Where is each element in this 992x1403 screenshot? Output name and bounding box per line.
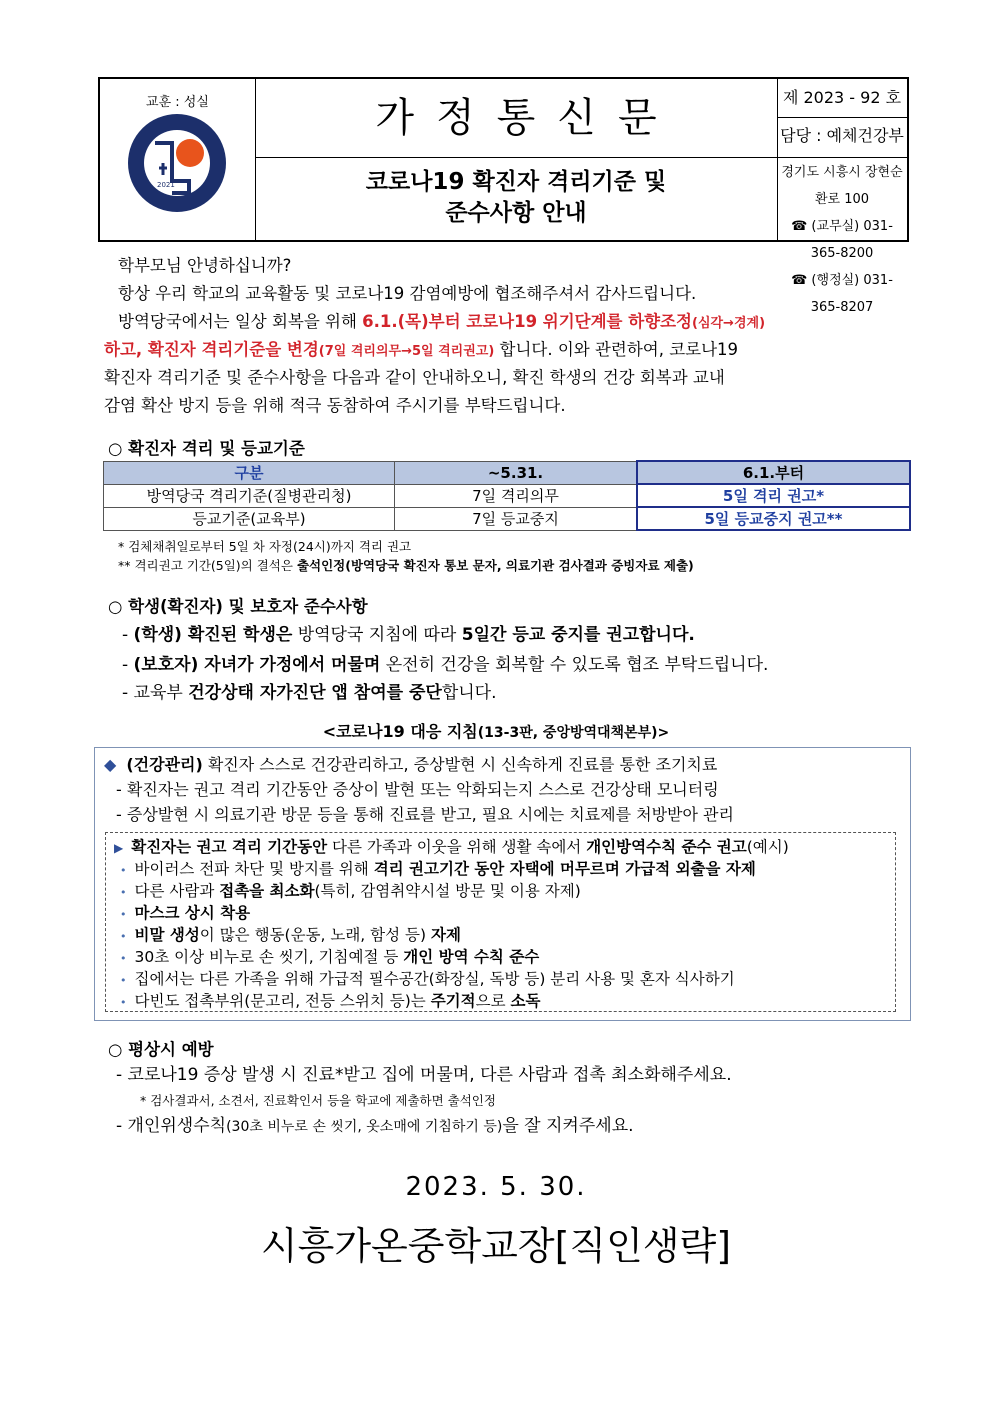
department: 담당 : 예체건강부 (780, 126, 904, 145)
list-item: • 마스크 상시 착용 (120, 904, 251, 922)
list-item: • 30초 이상 비누로 손 씻기, 기침예절 등 개인 방역 수칙 준수 (120, 948, 540, 966)
header-cell: ~5.31. (395, 461, 638, 484)
department-cell (777, 117, 907, 158)
quarantine-table (103, 460, 911, 531)
bullet-icon: • (120, 952, 127, 965)
bullet-icon: • (120, 908, 127, 921)
svg-text:2021: 2021 (157, 181, 175, 189)
table-row (104, 484, 911, 507)
list-item: • 다빈도 접촉부위(문고리, 전등 스위치 등)는 주기적으로 소독 (120, 992, 541, 1010)
subtitle-cell (255, 157, 778, 240)
header-cell: 구분 (104, 461, 395, 484)
school-logo (127, 113, 227, 213)
document-title: 가정통신문 (375, 95, 679, 141)
table-header-row (104, 461, 911, 484)
list-item: • 집에서는 다른 가족을 위해 가급적 필수공간(화장실, 독방 등) 분리 사용 및 혼자 식사하기 (120, 970, 735, 988)
prevention-line-1: - 코로나19 증상 발생 시 진료*받고 집에 머물며, 다른 사람과 접촉 최소화해주세요. (116, 1065, 732, 1085)
principal-signature: 시흥가온중학교장[직인생략] (260, 1224, 732, 1268)
document-subtitle: 코로나19 확진자 격리기준 및 준수사항 안내 (365, 169, 667, 226)
bullet-icon: • (120, 930, 127, 943)
phone-admin: ☎ (행정실) 031-365-8207 (791, 273, 893, 315)
bullet-icon: • (120, 886, 127, 899)
intro-line-5: 확진자 격리기준 및 준수사항을 다음과 같이 안내하오니, 확진 학생의 건강 회복과 교내 (104, 368, 725, 387)
contact-cell (777, 157, 907, 315)
prevention-note: * 검사결과서, 소견서, 진료확인서 등을 학교에 제출하면 출석인정 (140, 1093, 496, 1108)
list-item: • 바이러스 전파 차단 및 방지를 위해 격리 권고기간 동안 자택에 머무르며 가급적 외출을 자제 (120, 860, 756, 878)
table-cell: 등교기준(교육부) (104, 507, 395, 530)
self-check-rule: - 교육부 건강상태 자가진단 앱 참여를 중단합니다. (122, 683, 497, 703)
table-cell: 7일 격리의무 (395, 484, 638, 507)
greeting: 학부모님 안녕하십니까? (118, 256, 292, 275)
phone-office: ☎ (교무실) 031-365-8200 (791, 219, 893, 261)
guideline-heading: <코로나19 대응 지침(13-3판, 중앙방역대책본부)> (322, 722, 670, 741)
health-management: ◆ (건강관리) 확진자 스스로 건강관리하고, 증상발현 시 신속하게 진료를 통한 조기치료 (104, 755, 718, 774)
example-intro: ▶ 확진자는 권고 격리 기간동안 다른 가족과 이웃을 위해 생활 속에서 개인방역수칙 준수 권고(예시) (114, 838, 789, 856)
guideline-line-3: - 증상발현 시 의료기관 방문 등을 통해 진료를 받고, 필요 시에는 치료제를 처방받아 관리 (116, 805, 734, 824)
bullet-icon: • (120, 974, 127, 987)
section-1-title: ○ 확진자 격리 및 등교기준 (108, 439, 305, 458)
footnote-1: * 검체채취일로부터 5일 차 자정(24시)까지 격리 권고 (118, 539, 412, 554)
intro-line-2: 항상 우리 학교의 교육활동 및 코로나19 감염예방에 협조해주셔서 감사드립니다. (118, 284, 697, 303)
logo-cell (100, 79, 256, 240)
header-cell: 6.1.부터 (637, 461, 910, 484)
guardian-rule: - (보호자) 자녀가 가정에서 머물며 온전히 건강을 회복할 수 있도록 협조 부탁드립니다. (122, 655, 769, 675)
issue-number-cell (777, 79, 907, 118)
intro-line-3: 방역당국에서는 일상 회복을 위해 6.1.(목)부터 코로나19 위기단계를 하향조정(심각→경계) (118, 312, 766, 331)
footnote-2: ** 격리권고 기간(5일)의 결석은 출석인정(방역당국 확진자 통보 문자, 의료기관 검사결과 증빙자료 제출) (118, 558, 694, 573)
bullet-icon: • (120, 864, 127, 877)
title-cell (255, 79, 778, 158)
list-item: • 다른 사람과 접촉을 최소화(특히, 감염취약시설 방문 및 이용 자제) (120, 882, 581, 900)
table-cell: 5일 등교중지 권고** (637, 507, 910, 530)
diamond-icon: ◆ (104, 755, 117, 774)
guideline-line-2: - 확진자는 권고 격리 기간동안 증상이 발현 또는 악화되는지 스스로 건강상태 모니터링 (116, 780, 719, 799)
prevention-line-2: - 개인위생수칙(30초 비누로 손 씻기, 옷소매에 기침하기 등)을 잘 지켜주세요. (116, 1116, 634, 1136)
triangle-icon: ▶ (114, 841, 124, 855)
school-motto: 교훈 : 성실 (146, 95, 209, 110)
table-cell: 7일 등교중지 (395, 507, 638, 530)
bullet-icon: • (120, 996, 127, 1009)
section-2-title: ○ 학생(확진자) 및 보호자 준수사항 (108, 597, 368, 616)
intro-line-6: 감염 확산 방지 등을 위해 적극 동참하여 주시기를 부탁드립니다. (104, 396, 566, 415)
student-rule: - (학생) 확진된 학생은 방역당국 지침에 따라 5일간 등교 중지를 권고합니다. (122, 625, 695, 645)
issue-number: 제 2023 - 92 호 (782, 88, 902, 107)
table-cell: 방역당국 격리기준(질병관리청) (104, 484, 395, 507)
section-3-title: ○ 평상시 예방 (108, 1040, 214, 1059)
school-address: 경기도 시흥시 장현순환로 100 (781, 165, 903, 207)
issue-date: 2023. 5. 30. (405, 1172, 587, 1202)
intro-line-4: 하고, 확진자 격리기준을 변경(7일 격리의무→5일 격리권고) 합니다. 이와 관련하여, 코로나19 (104, 340, 739, 359)
list-item: • 비말 생성이 많은 행동(운동, 노래, 함성 등) 자제 (120, 926, 461, 944)
table-cell: 5일 격리 권고* (637, 484, 910, 507)
table-row (104, 507, 911, 530)
